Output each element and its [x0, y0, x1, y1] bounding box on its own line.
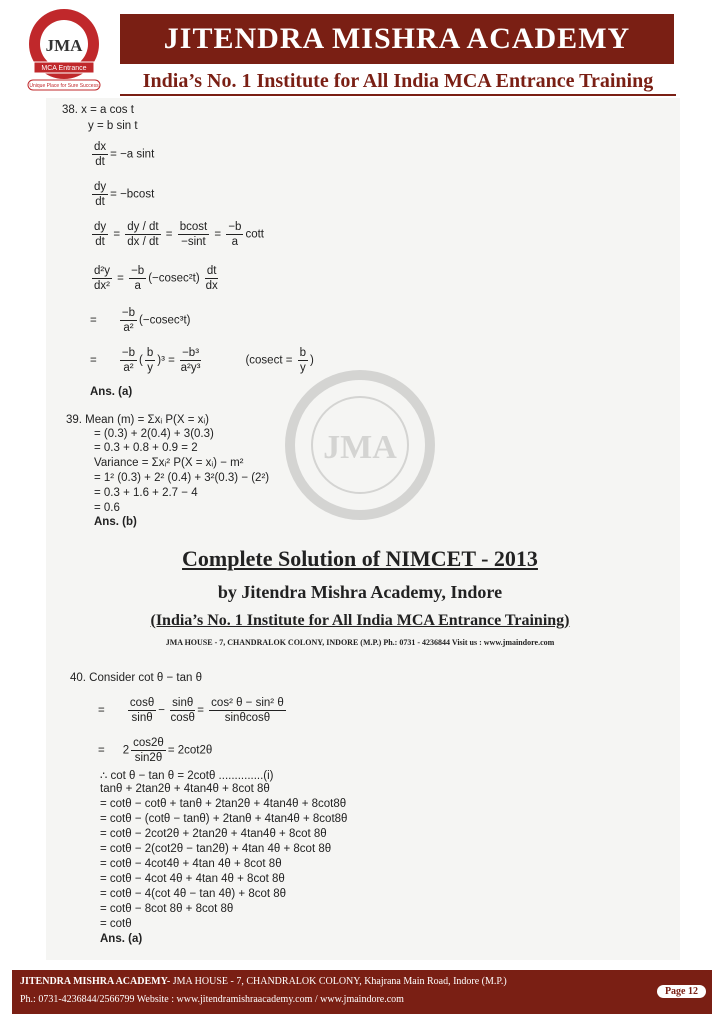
q39-line-7: = 0.6 — [94, 502, 120, 514]
q40-step-double-angle: = 2 $\frac{\cos 2\theta}{\sin 2\theta}$ = 2cot2θ — [98, 737, 213, 764]
q38-deriv-ratio: $\frac{dy}{dt}$ = $\frac{dy / dt}{dx / dt}$ = $\frac{bcost}{-\sin t}$ = $\frac{-b}{a}$ cott — [94, 221, 264, 248]
q40-line-12: = cotθ − 4(cot 4θ − tan 4θ) + 8cot 8θ — [100, 888, 287, 900]
solution-banner-byline: by Jitendra Mishra Academy, Indore — [217, 582, 503, 602]
q40-line-6: = cotθ − cotθ + tanθ + 2tan2θ + 4tan4θ + 8cot8θ — [100, 798, 347, 810]
q38-answer: Ans. (a) — [90, 386, 133, 398]
q39-line-3: = 0.3 + 0.8 + 0.9 = 2 — [94, 442, 198, 454]
q40-line-13: = cotθ − 8cot 8θ + 8cot 8θ — [100, 903, 234, 915]
svg-text:JMA: JMA — [323, 429, 397, 466]
q39-line-5: = 1² (0.3) + 2² (0.4) + 3²(0.3) − (2²) — [94, 472, 270, 484]
header-divider — [120, 94, 676, 96]
q40-identity: ∴ cot θ − tan θ = 2cotθ ..............(i) — [100, 770, 274, 782]
footer-academy-name: JITENDRA MISHRA ACADEMY- — [20, 976, 171, 987]
q38-line-2: y = b sin t — [88, 120, 138, 132]
q38-step-6: = $\frac{-b}{\text{a²}}$ ( $\frac{b}{y}$ )³ = $\frac{\text{−b³}}{\text{a²y³}}$ (cosect = $\frac{b}{y}$ ) — [90, 347, 314, 374]
q40-line-10: = cotθ − 4cot4θ + 4tan 4θ + 8cot 8θ — [100, 858, 282, 870]
academy-logo — [26, 4, 102, 96]
q38-second-deriv: $\frac{\text{d²y}}{\text{dx²}}$ = $\frac{-b}{a}$ (−cosec²t) $\frac{dt}{dx}$ — [94, 265, 218, 292]
q40-line-8: = cotθ − 2cot2θ + 2tan2θ + 4tan4θ + 8cot 8θ — [100, 828, 327, 840]
q40-step-fraction: = $\frac{\cos\theta}{\sin\theta}$ − $\frac{\sin\theta}{\cos\theta}$ = $\frac{\text{cos² θ − sin² θ}}{\sin\theta\cos\theta}$ — [98, 697, 284, 724]
q39-line-6: = 0.3 + 1.6 + 2.7 − 4 — [94, 487, 198, 499]
logo-monogram: JMA — [45, 36, 83, 55]
q40-line-1: 40. Consider cot θ − tan θ — [70, 672, 203, 684]
footer-contact-line: Ph.: 0731-4236844/2566799 Website : www.jitendramishraacademy.com / www.jmaindore.com — [20, 994, 404, 1005]
q38-step-5: = $\frac{-b}{\text{a²}}$ (−cosec³t) — [90, 307, 191, 334]
logo-ribbon: MCA Entrance — [41, 65, 87, 72]
solution-banner-title: Complete Solution of NIMCET - 2013 — [182, 546, 538, 571]
academy-title-bar: JITENDRA MISHRA ACADEMY — [120, 14, 674, 64]
q40-line-9: = cotθ − 2(cot2θ − tan2θ) + 4tan 4θ + 8cot 8θ — [100, 843, 332, 855]
academy-tagline: India’s No. 1 Institute for All India MCA Entrance Training — [142, 70, 654, 92]
logo-motto: Unique Place for Sure Success — [29, 83, 99, 89]
q38-line-1: 38. x = a cos t — [62, 104, 134, 116]
q39-line-4: Variance = Σxᵢ² P(X = xᵢ) − m² — [94, 457, 244, 469]
q39-answer: Ans. (b) — [94, 516, 137, 528]
q38-deriv-dx: $\frac{dx}{dt}$ = −a sint — [94, 141, 155, 168]
q39-line-2: = (0.3) + 2(0.4) + 3(0.3) — [94, 428, 214, 440]
q38-deriv-dy: $\frac{dy}{dt}$ = −bcost — [94, 181, 155, 208]
solution-banner-address: JMA HOUSE - 7, CHANDRALOK COLONY, INDORE (M.P.) Ph.: 0731 - 4236844 Visit us : www.jmaindore.com — [165, 638, 555, 647]
footer-address: JMA HOUSE - 7, CHANDRALOK COLONY, Khajrana Main Road, Indore (M.P.) — [170, 976, 507, 987]
footer-address-line — [20, 976, 507, 987]
q40-line-11: = cotθ − 4cot 4θ + 4tan 4θ + 8cot 8θ — [100, 873, 285, 885]
q40-line-7: = cotθ − (cotθ − tanθ) + 2tanθ + 4tan4θ + 8cot8θ — [100, 813, 348, 825]
page-number-badge: Page 12 — [657, 985, 706, 998]
q40-line-5: tanθ + 2tan2θ + 4tan4θ + 8cot 8θ — [100, 783, 270, 795]
q40-answer: Ans. (a) — [100, 933, 143, 945]
solution-banner-tagline: (India’s No. 1 Institute for All India MCA Entrance Training) — [150, 612, 570, 629]
q39-line-1: 39. Mean (m) = Σxᵢ P(X = xᵢ) — [66, 414, 210, 426]
page-footer — [12, 970, 712, 1014]
q40-line-14: = cotθ — [100, 918, 132, 930]
watermark-logo — [285, 370, 435, 520]
